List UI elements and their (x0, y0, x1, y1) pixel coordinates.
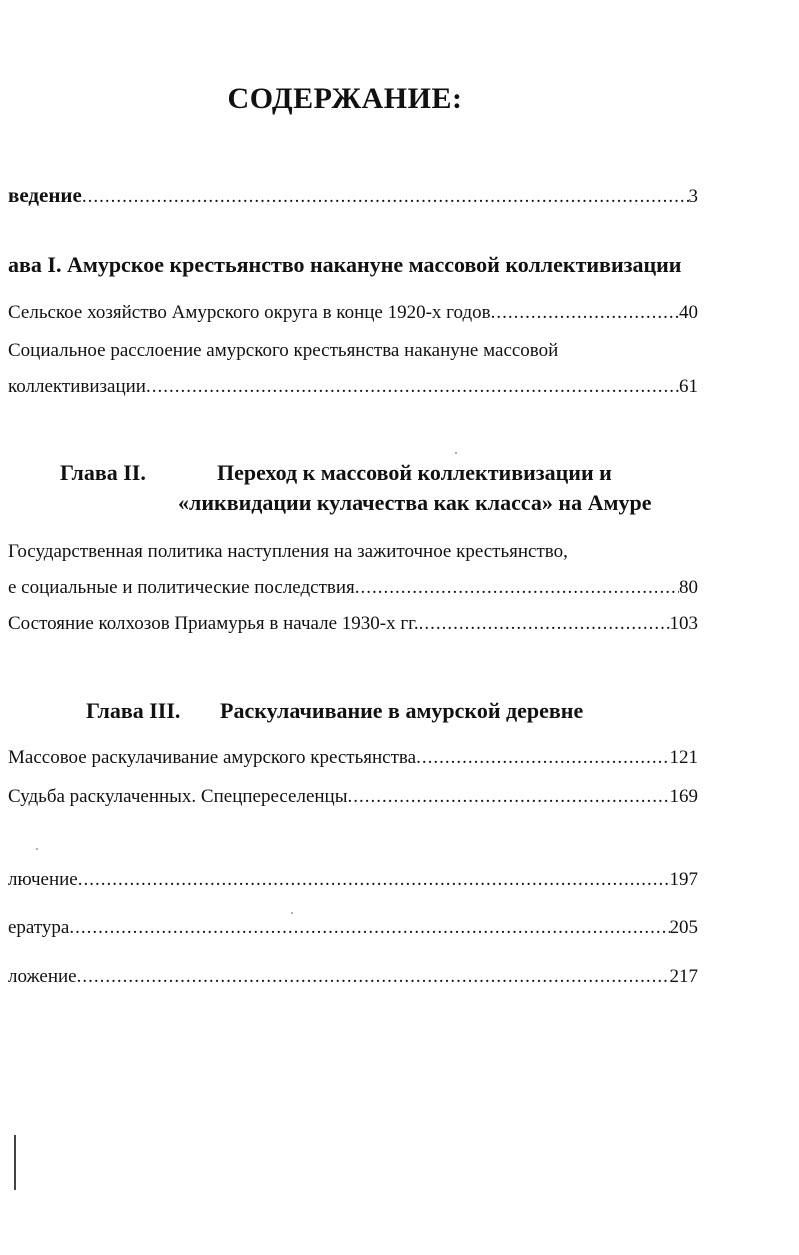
chapter-2-heading-line1: Переход к массовой коллективизации и (217, 460, 612, 485)
toc-entry-label: Сельское хозяйство Амурского округа в конце 1920-х годов (8, 302, 491, 323)
scan-speck (291, 912, 293, 914)
toc-entry-label: е социальные и политические последствия (8, 577, 355, 598)
toc-entry-label: Судьба раскулаченных. Спецпереселенцы (8, 786, 348, 807)
toc-entry-1-2-line1[interactable]: Социальное расслоение амурского крестьянства накануне массовой (8, 340, 559, 361)
toc-entry-1-1[interactable] (8, 302, 698, 324)
toc-entry-appendix[interactable] (8, 966, 698, 988)
toc-entry-3-2[interactable] (8, 786, 698, 808)
toc-entry-label: ература (8, 917, 70, 938)
toc-entry-label: ведение (8, 183, 82, 207)
toc-page-number: 217 (669, 966, 698, 987)
toc-page-number: 3 (688, 186, 698, 207)
chapter-2-heading-line2: «ликвидации кулачества как класса» на Амуре (178, 490, 652, 515)
page-title: СОДЕРЖАНИЕ: (227, 82, 463, 115)
leader-dots (82, 186, 689, 208)
toc-page-number: 169 (669, 786, 698, 807)
toc-entry-1-2[interactable] (8, 376, 698, 398)
toc-entry-2-2[interactable] (8, 613, 698, 635)
toc-page-number: 197 (669, 869, 698, 890)
chapter-3-heading: Раскулачивание в амурской деревне (220, 698, 584, 723)
toc-entry-2-1[interactable] (8, 577, 698, 599)
toc-entry-label: коллективизации (8, 376, 146, 397)
toc-page-number: 61 (679, 376, 698, 397)
leader-dots (419, 613, 670, 635)
scan-speck (36, 848, 38, 850)
toc-page-number: 80 (679, 577, 698, 598)
leader-dots (77, 966, 670, 988)
toc-entry-label: ложение (8, 966, 77, 987)
toc-entry-2-1-line1[interactable]: Государственная политика наступления на зажиточное крестьянство, (8, 541, 568, 562)
toc-entry-conclusion[interactable] (8, 869, 698, 891)
chapter-3-number: Глава III. (86, 698, 181, 723)
leader-dots (348, 786, 670, 808)
toc-page-number: 121 (669, 747, 698, 768)
toc-entry-literature[interactable] (8, 917, 698, 939)
leader-dots (416, 747, 669, 769)
toc-entry-intro[interactable] (8, 183, 698, 208)
toc-entry-label: Массовое раскулачивание амурского крестьянства (8, 747, 417, 768)
toc-entry-label: Состояние колхозов Приамурья в начале 1930-х гг. (8, 613, 419, 634)
leader-dots (69, 917, 669, 939)
leader-dots (355, 577, 679, 599)
toc-page-number: 103 (669, 613, 698, 634)
leader-dots (146, 376, 679, 398)
toc-entry-3-1[interactable] (8, 747, 698, 769)
leader-dots (78, 869, 670, 891)
chapter-1-heading: ава I. Амурское крестьянство накануне массовой коллективизации (8, 252, 682, 277)
toc-entry-label: лючение (8, 869, 78, 890)
leader-dots (491, 302, 679, 324)
scan-speck (455, 452, 457, 454)
toc-page-number: 40 (679, 302, 698, 323)
scan-edge-mark (14, 1135, 16, 1190)
chapter-2-number: Глава II. (60, 460, 146, 485)
toc-page-number: 205 (669, 917, 698, 938)
